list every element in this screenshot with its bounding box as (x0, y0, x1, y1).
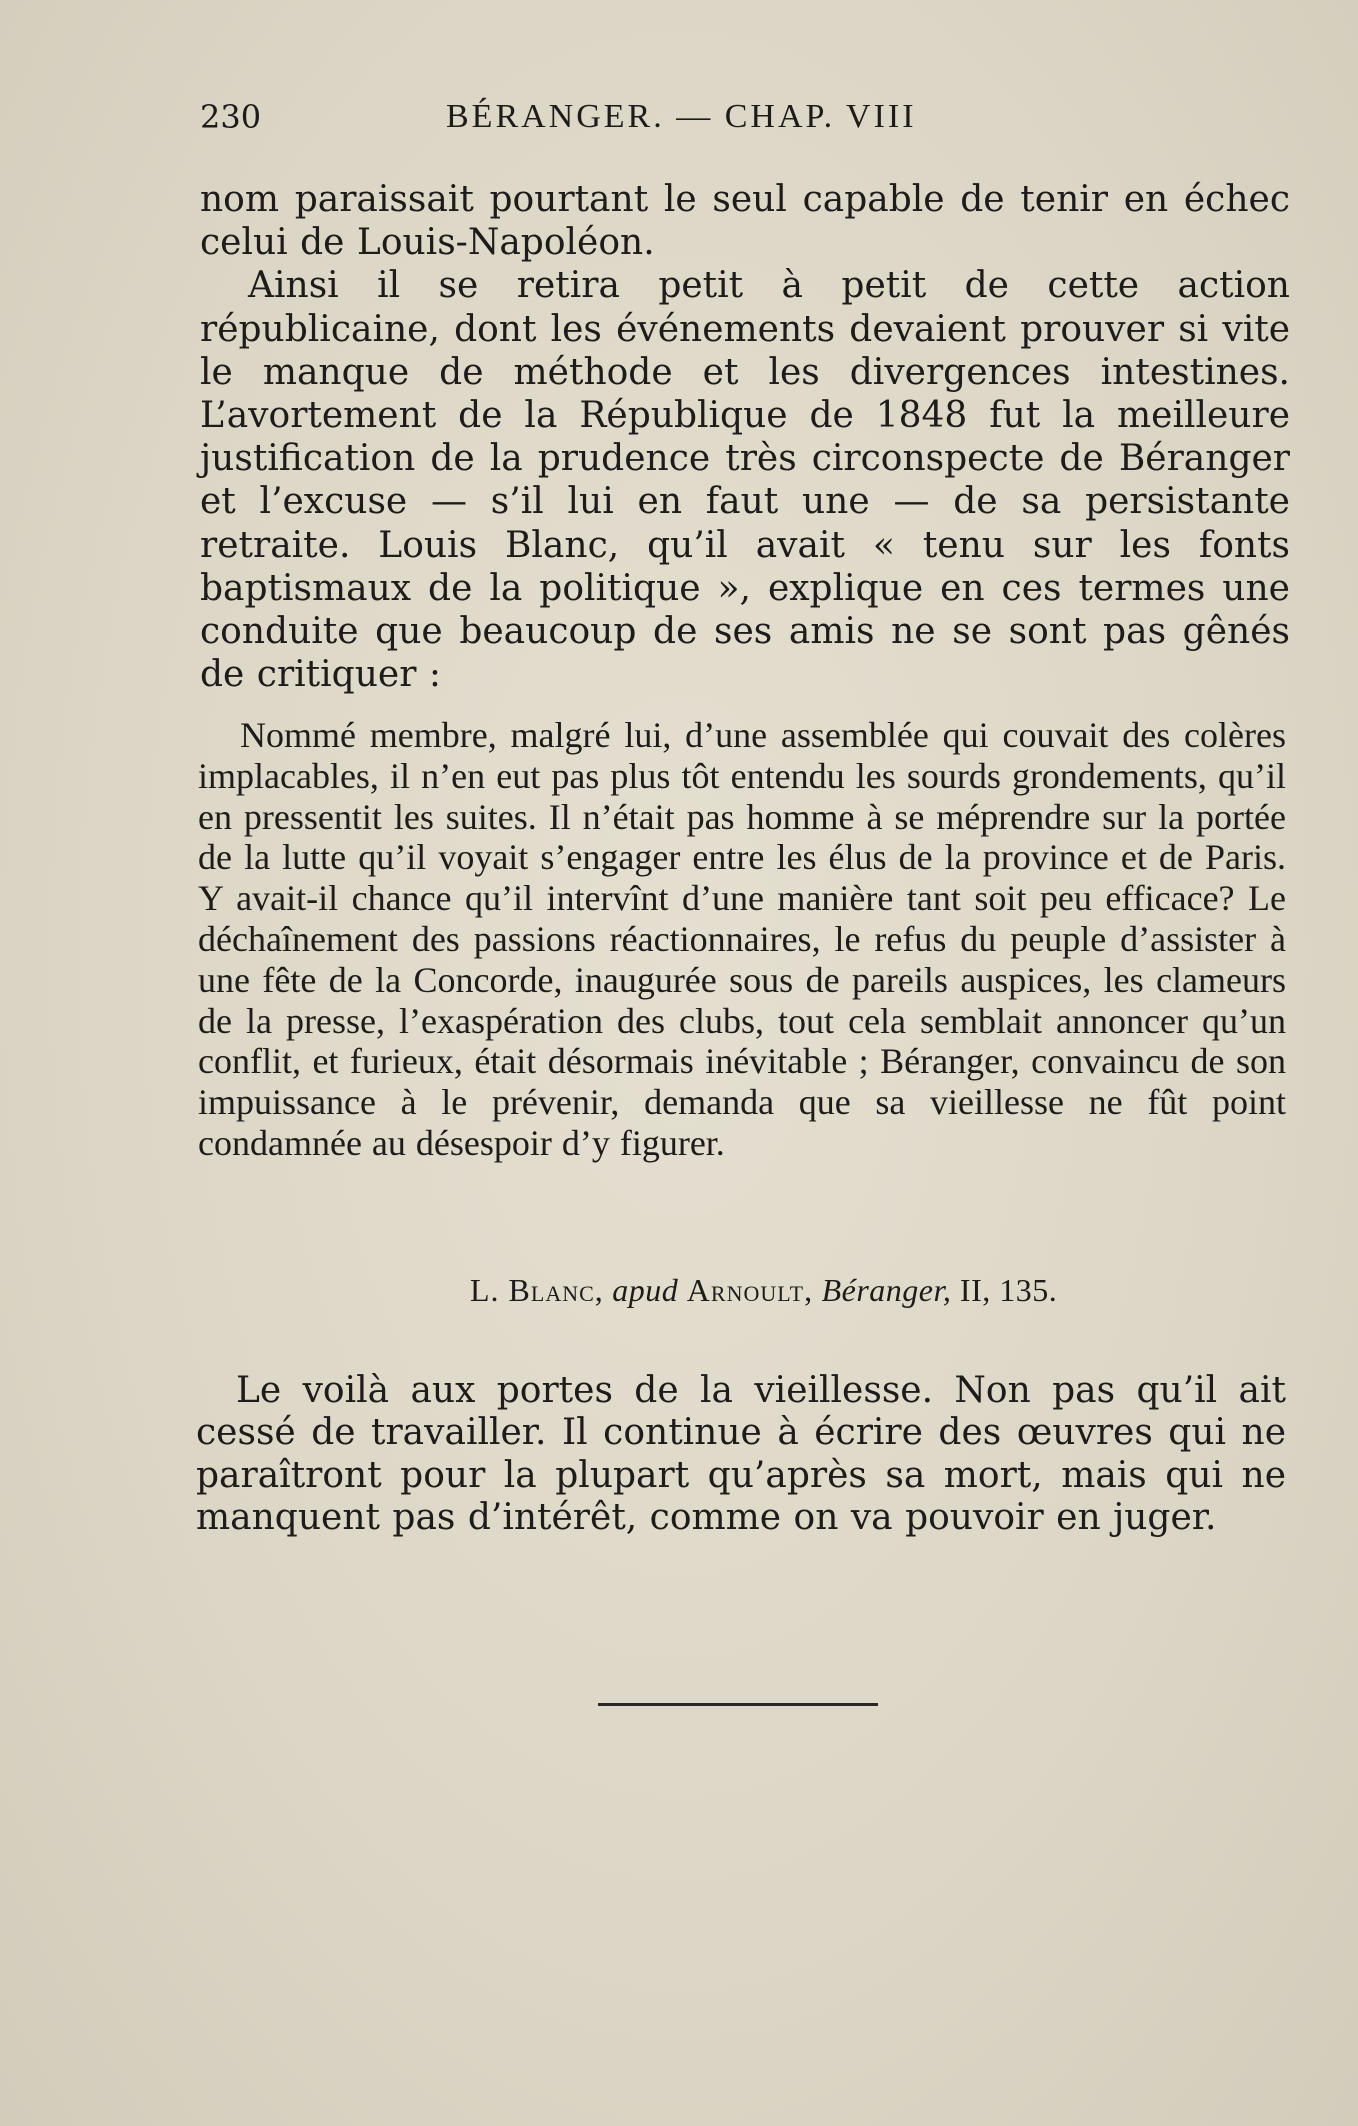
citation-work: Béranger, (821, 1272, 952, 1308)
block-quote (198, 715, 1286, 1164)
citation-author: L. Blanc, (470, 1272, 604, 1308)
running-header (200, 98, 1200, 148)
quote-text: Nommé membre, malgré lui, d’une assemblée qui couvait des colères implacables, il n’en eut pas plus tôt entendu les sourds grondements, qu’il en pressentit les suites. Il n’était pas homme à se méprendre sur la portée de la lutte qu’il voyait s’engager entre les élus de la province et de Paris. Y avait-il chance qu’il intervînt d’une manière tant soit peu efficace? Le déchaînement des passions réactionnaires, le refus du peuple d’assister à une fête de la Concorde, inaugurée sous de pareils auspices, les clameurs de la presse, l’exaspération des clubs, tout cela semblait annoncer qu’un conflit, et furieux, était désormais inévitable ; Béranger, convaincu de son impuissance à le prévenir, demanda que sa vieillesse ne fût point condamnée au désespoir d’y figurer. (198, 715, 1286, 1163)
running-title: BÉRANGER. — CHAP. VIII (446, 98, 917, 135)
citation-editor: Arnoult, (686, 1272, 814, 1308)
closing-text (196, 1370, 1286, 1540)
main-text (200, 178, 1290, 696)
quote-citation (470, 1272, 1057, 1309)
page-number: 230 (200, 98, 262, 136)
citation-apud: apud (612, 1272, 679, 1308)
paragraph: Ainsi il se retira petit à petit de cette action républicaine, dont les événements devaient prouver si vite le manque de méthode et les divergences intestines. L’avortement de la République de 1848 fut la meilleure justification de la prudence très circonspecte de Béranger et l’excuse — s’il lui en faut une — de sa persistante retraite. Louis Blanc, qu’il avait « tenu sur les fonts baptismaux de la politique », explique en ces termes une conduite que beaucoup de ses amis ne se sont pas gênés de critiquer : (200, 265, 1290, 696)
closing-paragraph: Le voilà aux portes de la vieillesse. Non pas qu’il ait cessé de travailler. Il continue à écrire des œuvres qui ne paraîtront pour la plupart qu’après sa mort, mais qui ne manquent pas d’intérêt, comme on va pouvoir en juger. (196, 1370, 1286, 1539)
citation-reference: II, 135. (959, 1272, 1058, 1308)
paragraph-continuation: nom paraissait pourtant le seul capable de tenir en échec celui de Louis-Napoléon. (200, 179, 1290, 264)
end-of-chapter-rule (598, 1703, 878, 1706)
